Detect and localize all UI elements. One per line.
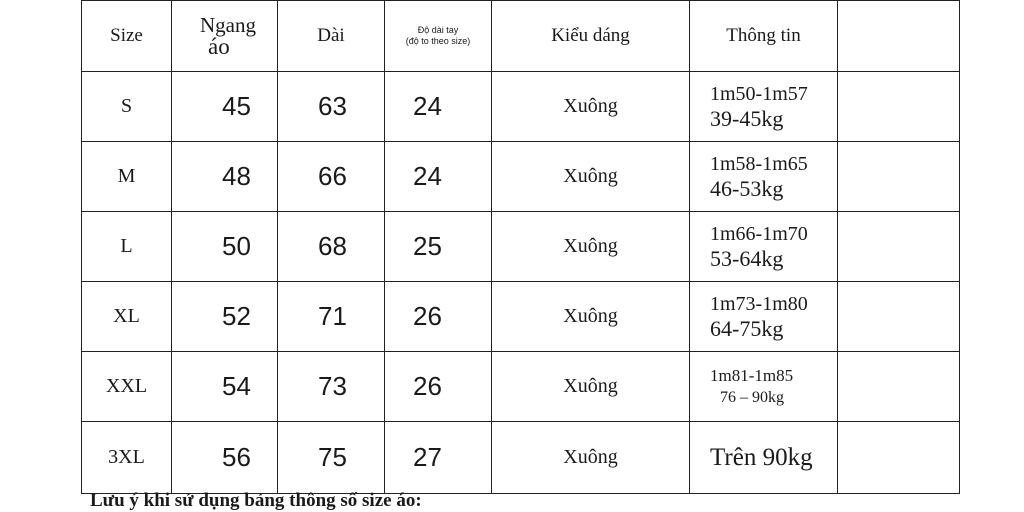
info-weight: 53-64kg	[710, 245, 784, 271]
cell-extra	[838, 422, 960, 494]
header-tay-line1: Độ dài tay	[417, 25, 459, 35]
header-kieu-dang: Kiểu dáng	[492, 1, 690, 72]
cell-kieu-dang: Xuông	[492, 142, 690, 212]
cell-thong-tin	[690, 422, 838, 494]
cell-thong-tin	[690, 352, 838, 422]
table-row	[82, 212, 960, 282]
cell-kieu-dang: Xuông	[492, 212, 690, 282]
cell-size: S	[82, 72, 172, 142]
header-dai: Dài	[278, 1, 385, 72]
cell-kieu-dang: Xuông	[492, 282, 690, 352]
cell-extra	[838, 212, 960, 282]
cell-extra	[838, 72, 960, 142]
header-size: Size	[82, 1, 172, 72]
cell-extra	[838, 282, 960, 352]
header-ngang-line2: áo	[208, 34, 230, 59]
cell-tay: 25	[385, 212, 492, 282]
info-weight: 39-45kg	[710, 105, 784, 131]
cell-ngang: 52	[172, 282, 278, 352]
cell-size: M	[82, 142, 172, 212]
info-height: 1m50-1m57	[710, 82, 808, 105]
cell-kieu-dang: Xuông	[492, 352, 690, 422]
cell-thong-tin	[690, 212, 838, 282]
header-row	[82, 1, 960, 72]
usage-note: Lưu ý khi sử dụng bảng thông số size áo:	[90, 490, 422, 511]
cell-tay: 24	[385, 142, 492, 212]
cell-ngang: 48	[172, 142, 278, 212]
cell-tay: 26	[385, 352, 492, 422]
cell-dai: 73	[278, 352, 385, 422]
cell-tay: 24	[385, 72, 492, 142]
cell-ngang: 50	[172, 212, 278, 282]
cell-thong-tin	[690, 72, 838, 142]
cell-size: L	[82, 212, 172, 282]
info-height: 1m66-1m70	[710, 222, 808, 245]
cell-dai: 71	[278, 282, 385, 352]
table-row	[82, 142, 960, 212]
cell-tay: 26	[385, 282, 492, 352]
info-weight: 46-53kg	[710, 175, 784, 201]
cell-thong-tin	[690, 142, 838, 212]
cell-tay: 27	[385, 422, 492, 494]
cell-size: XXL	[82, 352, 172, 422]
table-row	[82, 72, 960, 142]
table-row	[82, 352, 960, 422]
cell-thong-tin	[690, 282, 838, 352]
cell-dai: 66	[278, 142, 385, 212]
cell-dai: 75	[278, 422, 385, 494]
info-weight: 76 – 90kg	[720, 388, 784, 406]
cell-size: 3XL	[82, 422, 172, 494]
header-ngang	[172, 1, 278, 72]
cell-ngang: 54	[172, 352, 278, 422]
header-tay	[385, 1, 492, 72]
header-extra	[838, 1, 960, 72]
cell-ngang: 56	[172, 422, 278, 494]
info-weight: Trên 90kg	[710, 443, 813, 471]
info-height: 1m58-1m65	[710, 152, 808, 175]
info-weight: 64-75kg	[710, 315, 784, 341]
size-chart-table	[81, 0, 960, 494]
cell-size: XL	[82, 282, 172, 352]
cell-dai: 63	[278, 72, 385, 142]
table-row	[82, 282, 960, 352]
cell-extra	[838, 352, 960, 422]
cell-kieu-dang: Xuông	[492, 72, 690, 142]
header-tay-line2: (độ to theo size)	[405, 36, 471, 46]
cell-kieu-dang: Xuông	[492, 422, 690, 494]
cell-ngang: 45	[172, 72, 278, 142]
info-height: 1m73-1m80	[710, 292, 808, 315]
cell-extra	[838, 142, 960, 212]
cell-dai: 68	[278, 212, 385, 282]
info-height: 1m81-1m85	[710, 365, 794, 385]
header-ngang-line1: Ngang	[200, 13, 256, 37]
table-row	[82, 422, 960, 494]
header-thong-tin: Thông tin	[690, 1, 838, 72]
